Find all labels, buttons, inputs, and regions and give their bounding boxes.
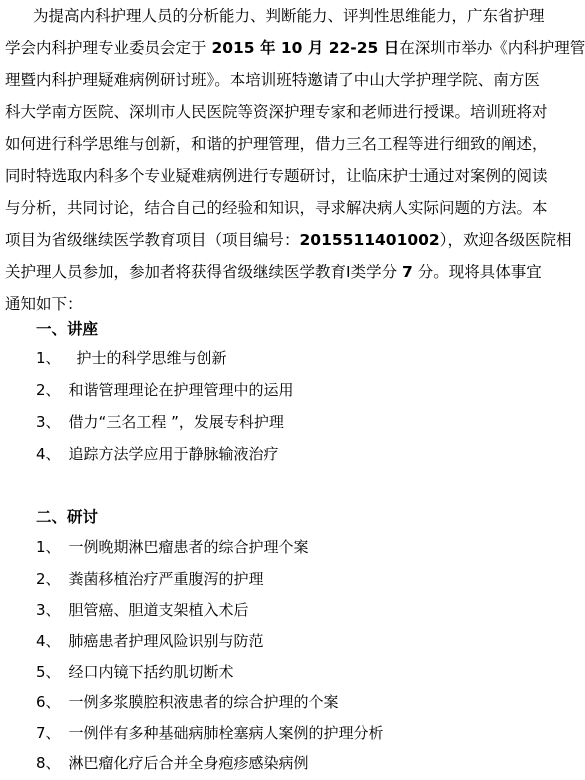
intro-line: 理暨内科护理疑难病例研讨班》。本培训班特邀请了中山大学护理学院、南方医 xyxy=(5,71,540,89)
discussion-item: 2、 粪菌移植治疗严重腹泻的护理 xyxy=(36,570,264,588)
intro-line: 学会内科护理专业委员会定于 2015 年 10 月 22-25 日在深圳市举办《内科护理管 xyxy=(5,39,585,57)
discussion-item: 4、 肺癌患者护理风险识别与防范 xyxy=(36,632,264,650)
intro-line: 通知如下： xyxy=(5,295,83,313)
lecture-item: 2、 和谐管理理论在护理管理中的运用 xyxy=(36,381,294,399)
project-number: 2015511401002 xyxy=(299,231,440,249)
intro-line: 为提高内科护理人员的分析能力、判断能力、评判性思维能力，广东省护理 xyxy=(33,7,545,25)
discussion-item: 8、 淋巴瘤化疗后合并全身疱疹感染病例 xyxy=(36,754,309,772)
intro-line: 科大学南方医院、深圳市人民医院等资深护理专家和老师进行授课。培训班将对 xyxy=(5,103,548,121)
section-title-discussions: 二、研讨 xyxy=(36,508,99,526)
lecture-item: 4、 追踪方法学应用于静脉输液治疗 xyxy=(36,445,279,463)
intro-line: 关护理人员参加，参加者将获得省级继续医学教育Ⅰ类学分 7 分。现将具体事宜 xyxy=(5,263,542,281)
lecture-item: 1、 护士的科学思维与创新 xyxy=(36,349,227,367)
discussion-item: 3、 胆管癌、胆道支架植入术后 xyxy=(36,601,249,619)
discussion-item: 7、 一例伴有多种基础病肺栓塞病人案例的护理分析 xyxy=(36,724,384,742)
intro-line: 与分析，共同讨论，结合自己的经验和知识，寻求解决病人实际问题的方法。本 xyxy=(5,199,548,217)
intro-line: 如何进行科学思维与创新，和谐的护理管理，借力三名工程等进行细致的阐述， xyxy=(5,135,548,153)
discussion-item: 1、 一例晚期淋巴瘤患者的综合护理个案 xyxy=(36,538,309,556)
credit-count: 7 xyxy=(402,263,413,281)
discussion-item: 6、 一例多浆膜腔积液患者的综合护理的个案 xyxy=(36,693,339,711)
intro-line: 同时特选取内科多个专业疑难病例进行专题研讨，让临床护士通过对案例的阅读 xyxy=(5,167,548,185)
section-title-lectures: 一、讲座 xyxy=(36,320,99,338)
intro-paragraph xyxy=(0,0,585,320)
discussion-item: 5、 经口内镜下括约肌切断术 xyxy=(36,663,234,681)
event-date: 2015 年 10 月 22-25 日 xyxy=(211,39,400,57)
lecture-item: 3、 借力“三名工程 ”，发展专科护理 xyxy=(36,413,284,431)
intro-line: 项目为省级继续医学教育项目（项目编号：2015511401002），欢迎各级医院相 xyxy=(5,231,572,249)
